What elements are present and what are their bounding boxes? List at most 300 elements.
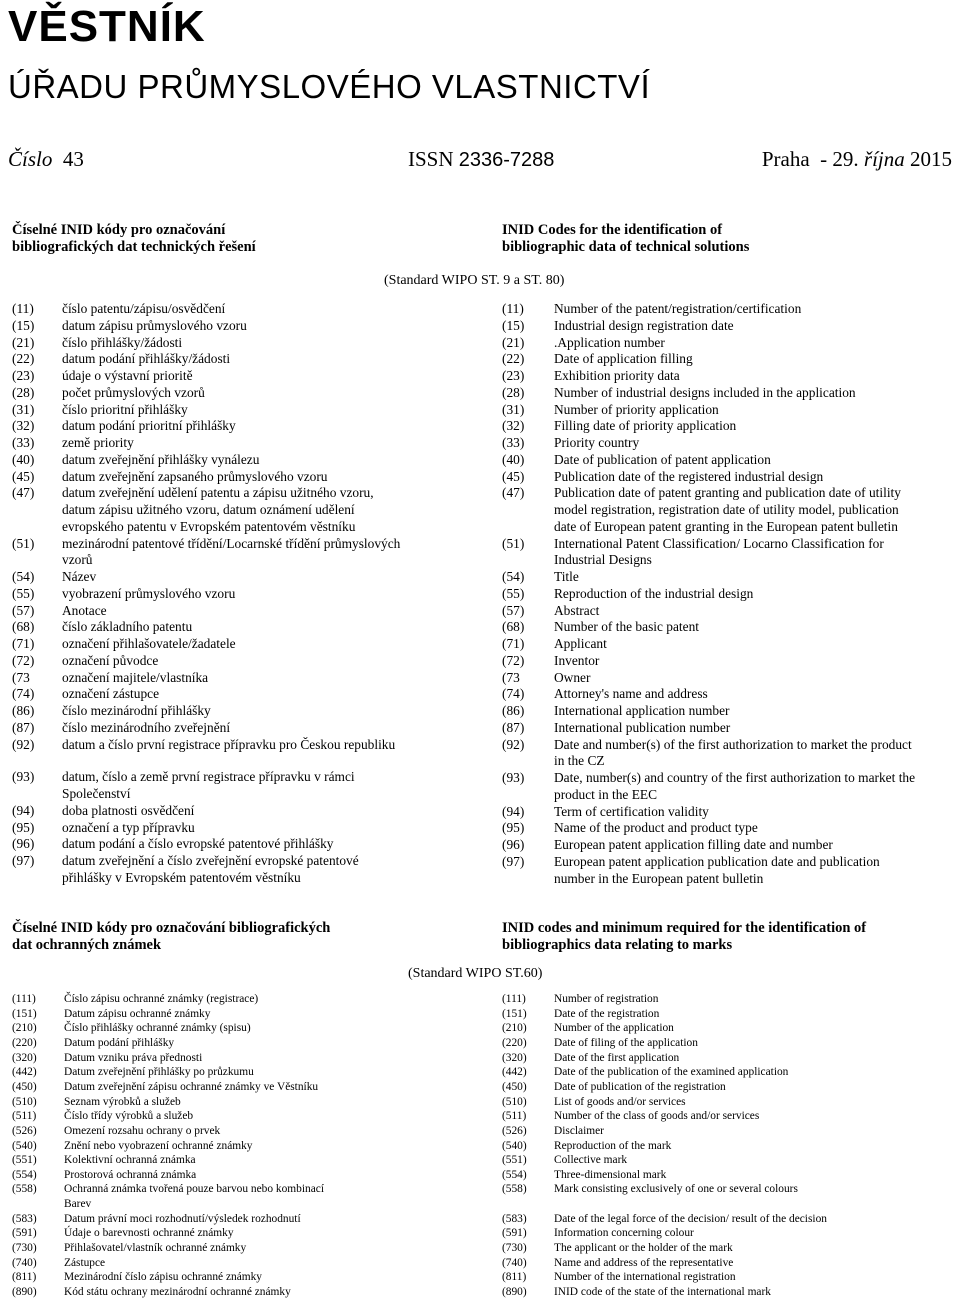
inid-description: [554, 1007, 952, 1022]
inid-code: (33): [502, 435, 525, 450]
inid-code: (15): [12, 317, 35, 333]
inid-code: (31): [12, 401, 35, 417]
inid-description-line: Přihlašovatel/vlastník ochranné známky: [64, 1242, 247, 1255]
inid-description-line: Date of application filling: [554, 351, 693, 367]
inid-code: (111): [12, 993, 36, 1005]
inid-description: [554, 335, 952, 352]
inid-description-line: země priority: [62, 435, 134, 450]
inid-description: [62, 368, 482, 385]
place-date-line: [762, 147, 952, 172]
inid-code: (554): [502, 1168, 527, 1181]
section1-heading-cz: Číselné INID kódy pro označování bibliografických dat technických řešení: [12, 222, 256, 255]
inid-description: [64, 1021, 482, 1036]
inid-description-line: number in the European patent bulletin: [554, 870, 764, 886]
inid-description-line: Priority country: [554, 435, 640, 450]
inid-description: [64, 1182, 482, 1211]
inid-code: (71): [502, 636, 525, 651]
inid-description: [554, 435, 952, 452]
inid-description: [62, 435, 482, 452]
inid-description: [554, 603, 952, 620]
inid-code: (15): [502, 317, 525, 333]
inid-code: (97): [12, 853, 35, 868]
inid-description-line: datum zveřejnění udělení patentu a zápisu užitného vzoru,: [62, 485, 374, 501]
inid-description-line: Date of publication of the registration: [554, 1080, 726, 1093]
inid-description: [62, 402, 482, 419]
inid-description: [62, 569, 482, 586]
inid-description-line: datum, číslo a země první registrace přípravku v rámci: [62, 769, 355, 785]
place: Praha: [761, 147, 810, 171]
inid-description-line: Seznam výrobků a služeb: [64, 1095, 181, 1108]
inid-code: (740): [12, 1256, 37, 1269]
inid-code: (210): [12, 1022, 37, 1035]
inid-description-line: označení a typ přípravku: [62, 819, 195, 835]
inid-description-line: Name of the product and product type: [554, 820, 758, 836]
inid-code: (11): [502, 301, 524, 316]
inid-description-line: Mezinárodní číslo zápisu ochranné známky: [64, 1271, 263, 1284]
inid-description-line: datum zápisu užitného vzoru, datum oznámení udělení: [62, 502, 355, 517]
inid-description-line: číslo prioritní přihlášky: [62, 401, 188, 417]
inid-description-line: Date of filing of the application: [554, 1036, 698, 1049]
issue-number-line: [8, 147, 84, 172]
inid-description: [554, 1241, 952, 1256]
inid-description-line: Datum zveřejnění přihlášky po průzkumu: [64, 1066, 254, 1079]
inid-description: [62, 318, 482, 335]
section1-standard: (Standard WIPO ST. 9 a ST. 80): [384, 273, 565, 288]
inid-description-line: Mark consisting exclusively of one or several colours: [554, 1183, 798, 1196]
inid-description: [554, 1124, 952, 1139]
inid-code: (740): [502, 1256, 527, 1269]
inid-code: (96): [12, 836, 35, 852]
inid-description: [554, 368, 952, 385]
inid-description: [64, 1241, 482, 1256]
inid-code: (86): [502, 703, 525, 718]
inid-description: [554, 1226, 952, 1241]
issn-number: 2336-7288: [458, 149, 555, 171]
inid-description: [554, 837, 952, 854]
section2-en-list: [502, 992, 952, 1297]
inid-description-line: datum podání a číslo evropské patentové přihlášky: [62, 836, 334, 852]
inid-description-line: Date, number(s) and country of the first authorization to market the: [554, 770, 916, 785]
inid-description: [554, 1168, 952, 1183]
inid-code: (220): [502, 1036, 527, 1049]
inid-description: [64, 1168, 482, 1183]
inid-code: (47): [502, 485, 525, 501]
inid-description-line: Number of registration: [554, 993, 659, 1005]
issue-number: 43: [62, 147, 84, 171]
inid-description-line: Datum právní moci rozhodnutí/výsledek rozhodnutí: [64, 1212, 301, 1225]
inid-description: [64, 1095, 482, 1110]
inid-description-line: datum zveřejnění přihlášky vynálezu: [62, 451, 260, 467]
inid-description: [64, 1109, 482, 1124]
inid-code: (28): [502, 384, 525, 400]
inid-description: [64, 1139, 482, 1154]
inid-description: [554, 770, 952, 804]
inid-code: (28): [12, 384, 35, 400]
inid-description-line: List of goods and/or services: [554, 1095, 686, 1108]
inid-description: [554, 469, 952, 486]
inid-code: (23): [502, 368, 525, 383]
inid-code: (22): [502, 351, 525, 367]
inid-description-line: Inventor: [554, 652, 600, 668]
inid-description: [64, 1065, 482, 1080]
inid-description-line: údaje o výstavní prioritě: [62, 368, 193, 383]
inid-code: (32): [12, 418, 35, 434]
inid-code: (22): [12, 351, 35, 367]
inid-description-line: Údaje o barevnosti ochranné známky: [64, 1227, 234, 1240]
inid-code: (57): [502, 602, 525, 618]
inid-description: [62, 469, 482, 486]
section1-en-list: [502, 301, 952, 901]
inid-code: (92): [502, 736, 525, 752]
inid-description-line: datum zápisu průmyslového vzoru: [62, 317, 247, 333]
inid-description: [554, 1285, 952, 1300]
inid-description-line: datum zveřejnění a číslo zveřejnění evropské patentové: [62, 853, 359, 868]
inid-code: (57): [12, 602, 35, 618]
inid-code: (33): [12, 435, 35, 450]
inid-description: [64, 1270, 482, 1285]
inid-code: (442): [502, 1066, 527, 1079]
inid-code: (51): [12, 535, 35, 551]
inid-description: [62, 769, 482, 803]
inid-description-line: mezinárodní patentové třídění/Locarnské třídění průmyslových: [62, 535, 401, 551]
inid-code: (730): [12, 1242, 37, 1255]
inid-description-line: Anotace: [62, 602, 107, 618]
inid-description-line: datum podání prioritní přihlášky: [62, 418, 236, 434]
inid-description-line: Number of the international registration: [554, 1271, 736, 1284]
inid-description: [62, 720, 482, 737]
inid-code: (96): [502, 837, 525, 852]
inid-description-line: Number of the patent/registration/certification: [554, 301, 802, 316]
inid-code: (526): [502, 1124, 527, 1137]
issn-line: [408, 147, 554, 172]
inid-code: (450): [12, 1080, 37, 1093]
inid-description-line: Ochranná známka tvořená pouze barvou nebo kombinací: [64, 1183, 324, 1196]
date-month: října: [863, 147, 905, 171]
inid-code: (87): [502, 719, 525, 735]
inid-code: (73: [12, 669, 30, 685]
inid-code: (94): [502, 803, 525, 819]
inid-description: [554, 1256, 952, 1271]
inid-code: (55): [12, 585, 35, 601]
inid-description: [64, 1007, 482, 1022]
inid-code: (583): [12, 1212, 37, 1225]
inid-code: (151): [12, 1007, 37, 1020]
inid-code: (540): [12, 1139, 37, 1152]
section1-heading-en: INID Codes for the identification of bibliographic data of technical solutions: [502, 222, 750, 255]
inid-description-line: European patent application filling date and number: [554, 837, 833, 852]
inid-description-line: Abstract: [554, 602, 600, 618]
inid-description-line: International publication number: [554, 719, 731, 735]
date-prefix: - 29.: [820, 147, 859, 171]
inid-description-line: Reproduction of the mark: [554, 1139, 672, 1152]
inid-code: (320): [502, 1051, 527, 1064]
inid-description-line: Filling date of priority application: [554, 418, 737, 434]
inid-description: [554, 418, 952, 435]
inid-description: [554, 670, 952, 687]
inid-code: (510): [502, 1095, 527, 1108]
inid-code: (72): [502, 652, 525, 668]
inid-description-line: označení majitele/vlastníka: [62, 669, 209, 685]
inid-description: [64, 1256, 482, 1271]
inid-code: (95): [502, 820, 525, 836]
inid-description: [64, 992, 482, 1007]
inid-code: (31): [502, 401, 525, 417]
inid-code: (86): [12, 703, 35, 718]
inid-description-line: Název: [62, 569, 97, 584]
inid-code: (93): [12, 769, 35, 785]
inid-description-line: Date of the first application: [554, 1051, 680, 1064]
inid-description: [554, 536, 952, 570]
inid-description-line: product in the EEC: [554, 786, 658, 802]
inid-code: (87): [12, 719, 35, 735]
inid-code: (40): [502, 451, 525, 467]
inid-code: (583): [502, 1212, 527, 1225]
inid-code: (51): [502, 535, 525, 551]
inid-description-line: European patent application publication date and publication: [554, 853, 880, 869]
inid-description: [554, 1139, 952, 1154]
inid-description: [62, 586, 482, 603]
inid-code: (94): [12, 802, 35, 818]
inid-description-line: Attorney's name and address: [554, 686, 708, 702]
inid-description: [62, 452, 482, 469]
inid-description-line: Prostorová ochranná známka: [64, 1168, 197, 1181]
inid-code: (93): [502, 770, 525, 785]
inid-description: [64, 1080, 482, 1095]
inid-description: [62, 536, 482, 570]
inid-description-line: Title: [554, 569, 579, 584]
inid-code: (92): [12, 736, 35, 752]
date-year: 2015: [910, 147, 952, 171]
issn-label: ISSN: [408, 147, 454, 171]
inid-description: [554, 619, 952, 636]
inid-description-line: model registration, registration date of utility model, publication: [554, 502, 899, 517]
inid-code: (511): [12, 1110, 37, 1123]
inid-code: (526): [12, 1124, 37, 1137]
inid-description: [64, 1051, 482, 1066]
inid-description: [554, 402, 952, 419]
inid-description: [64, 1153, 482, 1168]
inid-description-line: datum podání přihlášky/žádosti: [62, 351, 231, 367]
inid-description-line: číslo přihlášky/žádosti: [62, 334, 183, 350]
inid-description: [554, 636, 952, 653]
inid-description-line: Datum podání přihlášky: [64, 1036, 175, 1049]
inid-code: (55): [502, 585, 525, 601]
inid-description-line: Omezení rozsahu ochrany o prvek: [64, 1124, 221, 1137]
inid-description: [554, 1109, 952, 1124]
inid-description: [62, 653, 482, 670]
inid-description-line: přihlášky v Evropském patentovém věstníku: [62, 869, 301, 885]
inid-code: (220): [12, 1036, 37, 1049]
inid-description: [64, 1212, 482, 1227]
inid-description: [64, 1124, 482, 1139]
inid-description: [554, 1021, 952, 1036]
inid-code: (54): [502, 569, 525, 584]
inid-description: [554, 1080, 952, 1095]
inid-description-line: datum zveřejnění zapsaného průmyslového vzoru: [62, 468, 328, 484]
inid-description-line: Applicant: [554, 636, 607, 651]
inid-description: [62, 803, 482, 820]
inid-description: [554, 703, 952, 720]
inid-description-line: označení zástupce: [62, 686, 160, 702]
inid-description-line: Číslo zápisu ochranné známky (registrace): [64, 993, 259, 1005]
inid-description-line: Collective mark: [554, 1154, 628, 1167]
journal-subtitle: ÚŘADU PRŮMYSLOVÉHO VLASTNICTVÍ: [8, 68, 651, 105]
inid-code: (21): [502, 334, 525, 350]
inid-code: (23): [12, 368, 35, 383]
inid-description-line: vzorů: [62, 552, 93, 568]
inid-code: (68): [12, 619, 35, 635]
inid-description-line: Owner: [554, 669, 591, 685]
inid-description-line: Industrial design registration date: [554, 317, 734, 333]
inid-description-line: in the CZ: [554, 753, 605, 769]
inid-description-line: The applicant or the holder of the mark: [554, 1242, 733, 1255]
inid-description: [62, 670, 482, 687]
inid-code: (74): [502, 686, 525, 702]
inid-description-line: Number of priority application: [554, 401, 719, 417]
inid-code: (510): [12, 1095, 37, 1108]
inid-code: (21): [12, 334, 35, 350]
inid-description: [64, 1036, 482, 1051]
inid-description: [554, 351, 952, 368]
inid-description: [554, 804, 952, 821]
inid-description: [62, 853, 482, 887]
inid-code: (97): [502, 853, 525, 869]
inid-code: (95): [12, 819, 35, 835]
inid-description-line: Disclaimer: [554, 1124, 604, 1137]
inid-code: (730): [502, 1242, 527, 1255]
inid-code: (890): [12, 1286, 37, 1298]
inid-description: [554, 569, 952, 586]
inid-description-line: Number of the application: [554, 1022, 674, 1035]
inid-description: [64, 1285, 482, 1300]
inid-description-line: číslo patentu/zápisu/osvědčení: [62, 301, 226, 316]
inid-description: [554, 1182, 952, 1197]
inid-code: (591): [502, 1227, 527, 1240]
inid-description: [554, 1065, 952, 1080]
inid-description-line: Date of the legal force of the decision/ result of the decision: [554, 1212, 827, 1225]
inid-description-line: INID code of the state of the international mark: [554, 1286, 771, 1298]
inid-description-line: Term of certification validity: [554, 803, 709, 819]
inid-code: (32): [502, 418, 525, 434]
inid-description: [554, 1036, 952, 1051]
issue-label: Číslo: [8, 147, 53, 171]
inid-description: [554, 737, 952, 771]
inid-code: (71): [12, 636, 35, 651]
inid-description: [554, 653, 952, 670]
inid-description-line: Kolektivní ochranná známka: [64, 1154, 196, 1167]
inid-code: (558): [502, 1183, 527, 1196]
inid-description-line: Date of the publication of the examined application: [554, 1066, 789, 1079]
inid-code: (72): [12, 652, 35, 668]
inid-description-line: Number of the class of goods and/or services: [554, 1110, 760, 1123]
inid-code: (554): [12, 1168, 37, 1181]
inid-description-line: vyobrazení průmyslového vzoru: [62, 585, 236, 601]
inid-description: [554, 1095, 952, 1110]
inid-description: [62, 619, 482, 636]
inid-description: [62, 686, 482, 703]
inid-description: [62, 301, 482, 318]
inid-description: [62, 603, 482, 620]
inid-description-line: Číslo třídy výrobků a služeb: [64, 1110, 194, 1123]
inid-code: (210): [502, 1022, 527, 1035]
inid-description-line: International application number: [554, 703, 730, 718]
inid-code: (111): [502, 993, 526, 1005]
inid-description-line: označení přihlašovatele/žadatele: [62, 636, 236, 651]
inid-description-line: Kód státu ochrany mezinárodní ochranné známky: [64, 1286, 291, 1298]
inid-code: (442): [12, 1066, 37, 1079]
inid-description-line: Znění nebo vyobrazení ochranné známky: [64, 1139, 253, 1152]
inid-code: (45): [502, 468, 525, 484]
inid-code: (74): [12, 686, 35, 702]
inid-description-line: Three-dimensional mark: [554, 1168, 667, 1181]
inid-description-line: Číslo přihlášky ochranné známky (spisu): [64, 1022, 251, 1035]
inid-description: [554, 720, 952, 737]
inid-description-line: Exhibition priority data: [554, 368, 680, 383]
inid-code: (54): [12, 569, 35, 584]
inid-description-line: Date and number(s) of the first authorization to market the product: [554, 736, 912, 752]
inid-description: [554, 1270, 952, 1285]
inid-code: (450): [502, 1080, 527, 1093]
inid-description: [554, 1153, 952, 1168]
inid-code: (890): [502, 1286, 527, 1298]
inid-code: (47): [12, 485, 35, 501]
inid-description: [62, 636, 482, 653]
inid-description: [554, 1051, 952, 1066]
inid-code: (540): [502, 1139, 527, 1152]
inid-description-line: Date of publication of patent application: [554, 451, 771, 467]
inid-description-line: Zástupce: [64, 1256, 106, 1269]
inid-code: (40): [12, 451, 35, 467]
inid-description: [62, 385, 482, 402]
inid-description-line: evropského patentu v Evropském patentovém věstníku: [62, 518, 356, 534]
inid-description: [554, 992, 952, 1007]
section2-cz-list: [12, 992, 482, 1297]
inid-description-line: číslo mezinárodního zveřejnění: [62, 719, 231, 735]
inid-description-line: Industrial Designs: [554, 552, 652, 568]
inid-code: (591): [12, 1227, 37, 1240]
inid-description: [554, 854, 952, 888]
inid-code: (68): [502, 619, 525, 635]
inid-code: (551): [502, 1154, 527, 1167]
inid-description: [554, 318, 952, 335]
section2-heading-en: INID codes and minimum required for the identification of bibliographics data relating to marks: [502, 920, 867, 953]
inid-description: [64, 1226, 482, 1241]
inid-description: [62, 418, 482, 435]
inid-description: [62, 836, 482, 853]
inid-description: [554, 452, 952, 469]
inid-description: [62, 335, 482, 352]
inid-description: [554, 1212, 952, 1227]
inid-description: [62, 737, 482, 754]
inid-code: (73: [502, 669, 520, 685]
inid-code: (151): [502, 1007, 527, 1020]
section2-heading-cz: Číselné INID kódy pro označování bibliografických dat ochranných známek: [12, 920, 331, 953]
inid-description-line: Barev: [64, 1198, 92, 1211]
inid-description: [554, 586, 952, 603]
inid-description-line: Publication date of patent granting and publication date of utility: [554, 485, 901, 501]
inid-description: [62, 485, 482, 535]
inid-description-line: doba platnosti osvědčení: [62, 802, 195, 818]
inid-description-line: Name and address of the representative: [554, 1256, 734, 1269]
journal-title: VĚSTNÍK: [8, 2, 206, 51]
inid-code: (811): [502, 1271, 527, 1284]
inid-description-line: Publication date of the registered industrial design: [554, 468, 824, 484]
inid-description-line: číslo základního patentu: [62, 619, 193, 635]
inid-description-line: Datum zveřejnění zápisu ochranné známky ve Věstníku: [64, 1080, 319, 1093]
inid-description-line: Reproduction of the industrial design: [554, 585, 754, 601]
section1-cz-list: [12, 301, 482, 901]
inid-description-line: číslo mezinárodní přihlášky: [62, 703, 211, 718]
